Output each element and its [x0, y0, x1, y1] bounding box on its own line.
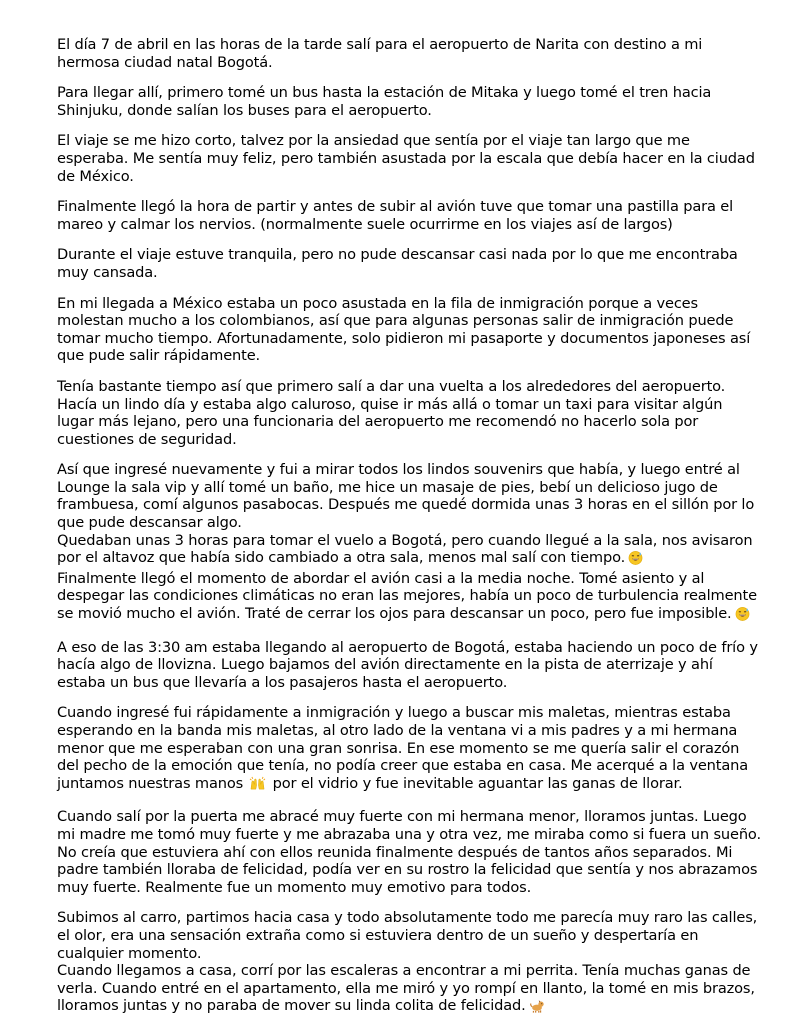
text-line: Hacía un lindo día y estaba algo caluroso, quise ir más allá o tomar un taxi para visitar algún — [57, 395, 723, 413]
text-line: hermosa ciudad natal Bogotá. — [57, 53, 273, 71]
text-segment: juntamos nuestras manos — [57, 774, 244, 792]
text-line-with-emoji — [57, 997, 757, 1018]
sweat-smile-emoji — [735, 606, 750, 626]
text-line: Cuando llegamos a casa, corrí por las escaleras a encontrar a mi perrita. Tenía muchas ganas de — [57, 962, 751, 980]
text-segment: por el altavoz que había sido cambiado a otra sala, menos mal salí con tiempo. — [57, 549, 626, 567]
text-line: El día 7 de abril en las horas de la tarde salí para el aeropuerto de Narita con destino a mi — [57, 36, 703, 53]
paragraph-4 — [57, 198, 757, 233]
text-line-with-emoji — [57, 775, 757, 796]
text-line: que pude descansar algo. — [57, 514, 242, 532]
paragraph-1 — [57, 36, 757, 71]
document-body — [57, 36, 761, 1031]
text-line: muy cansada. — [57, 263, 158, 281]
text-line: estaba un bus que llevaría a los pasajeros hasta el aeropuerto. — [57, 673, 508, 691]
paragraph-6 — [57, 295, 757, 365]
text-line: Subimos al carro, partimos hacia casa y todo absolutamente todo me parecía muy raro las calles, — [57, 909, 758, 927]
text-line-with-emoji — [57, 605, 757, 626]
text-line: Así que ingresé nuevamente y fui a mirar todos los lindos souvenirs que había, y luego entré al — [57, 461, 740, 479]
text-segment: lloramos juntas y no paraba de mover su linda colita de felicidad. — [57, 997, 526, 1015]
text-line: Tenía bastante tiempo así que primero salí a dar una vuelta a los alrededores del aeropuerto. — [57, 377, 726, 395]
text-line: Cuando ingresé fui rápidamente a inmigración y luego a buscar mis maletas, mientras estaba — [57, 704, 731, 722]
text-line: muy fuerte. Realmente fue un momento muy emotivo para todos. — [57, 878, 532, 896]
text-line: mareo y calmar los nervios. (normalmente suele ocurrirme en los viajes así de largos) — [57, 215, 673, 233]
text-line: Finalmente llegó la hora de partir y antes de subir al avión tuve que tomar una pastilla para el — [57, 198, 734, 216]
text-line: esperando en la banda mis maletas, al otro lado de la ventana vi a mis padres y a mi hermana — [57, 722, 738, 739]
text-line: molestan mucho a los colombianos, así que para algunas personas salir de inmigración puede — [57, 312, 734, 330]
text-line: el olor, era una sensación extraña como si estuviera dentro de un sueño y despertaría en — [57, 926, 699, 944]
text-line: Shinjuku, donde salían los buses para el aeropuerto. — [57, 101, 432, 119]
text-line: En mi llegada a México estaba un poco asustada en la fila de inmigración porque a veces — [57, 294, 698, 312]
text-line: El viaje se me hizo corto, talvez por la ansiedad que sentía por el viaje tan largo que me — [57, 132, 690, 150]
text-line: mi madre me tomó muy fuerte y me abrazaba una y otra vez, me miraba como si fuera un sueño. — [57, 825, 761, 843]
text-line: Durante el viaje estuve tranquila, pero no pude descansar casi nada por lo que me encontraba — [57, 246, 738, 264]
paragraph-7 — [57, 378, 757, 448]
paragraph-9 — [57, 639, 757, 692]
paragraph-8 — [57, 461, 757, 625]
paragraph-12 — [57, 909, 757, 1018]
text-line: tomar mucho tiempo. Afortunadamente, solo pidieron mi pasaporte y documentos japoneses así — [57, 329, 751, 347]
text-segment: por el vidrio y fue inevitable aguantar las ganas de llorar. — [268, 774, 683, 792]
text-line: esperaba. Me sentía muy feliz, pero también asustada por la escala que debía hacer en la ciudad — [57, 149, 755, 167]
text-line: cuestiones de seguridad. — [57, 430, 237, 448]
text-line: hacía algo de llovizna. Luego bajamos del avión directamente en la pista de aterrizaje y ahí — [57, 656, 713, 674]
text-line: No creía que estuviera ahí con ellos reunida finalmente después de tantos años separados. Mi — [57, 843, 733, 861]
text-line: Cuando salí por la puerta me abracé muy fuerte con mi hermana menor, lloramos juntas. Luego — [57, 808, 747, 826]
text-line: menor que me esperaban con una gran sonrisa. En ese momento se me quería salir el corazón — [57, 739, 740, 757]
text-line: Para llegar allí, primero tomé un bus hasta la estación de Mitaka y luego tomé el tren hacia — [57, 84, 712, 102]
text-line: frambuesa, comí algunos pasabocas. Después me quedé dormida unas 3 horas en el sillón por lo — [57, 496, 755, 514]
sweat-smile-emoji — [628, 550, 643, 570]
text-line-with-emoji — [57, 549, 757, 570]
raised-hands-emoji — [249, 776, 266, 796]
text-line: lugar más lejano, pero una funcionaria del aeropuerto me recomendó no hacerlo sola por — [57, 413, 699, 431]
text-line: A eso de las 3:30 am estaba llegando al aeropuerto de Bogotá, estaba haciendo un poco de frío y — [57, 638, 758, 656]
paragraph-3 — [57, 132, 757, 185]
paragraph-10 — [57, 704, 757, 795]
text-line: verla. Cuando entré en el apartamento, ella me miró y yo rompí en llanto, la tomé en mis brazos, — [57, 979, 755, 997]
text-line: Lounge la sala vip y allí tomé un baño, me hice un masaje de pies, bebí un delicioso jugo de — [57, 478, 718, 496]
text-line: que pude salir rápidamente. — [57, 347, 261, 365]
text-line: despegar las condiciones climáticas no eran las mejores, había un poco de turbulencia realmente — [57, 587, 757, 605]
paragraph-11 — [57, 808, 761, 896]
text-line: cualquier momento. — [57, 944, 202, 962]
text-line: Finalmente llegó el momento de abordar el avión casi a la media noche. Tomé asiento y al — [57, 569, 705, 587]
dog-emoji — [529, 998, 545, 1018]
text-line: del pecho de la emoción que tenía, no podía creer que estaba en casa. Me acerqué a la ventana — [57, 757, 749, 775]
text-line: padre también lloraba de felicidad, podía ver en su rostro la felicidad que sentía y nos abrazamos — [57, 861, 758, 879]
paragraph-5 — [57, 246, 757, 281]
text-line: de México. — [57, 167, 134, 185]
text-line: Quedaban unas 3 horas para tomar el vuelo a Bogotá, pero cuando llegué a la sala, nos avisaron — [57, 531, 753, 549]
text-segment: se movió mucho el avión. Traté de cerrar los ojos para descansar un poco, pero fue imposible. — [57, 605, 732, 623]
paragraph-2 — [57, 84, 757, 119]
